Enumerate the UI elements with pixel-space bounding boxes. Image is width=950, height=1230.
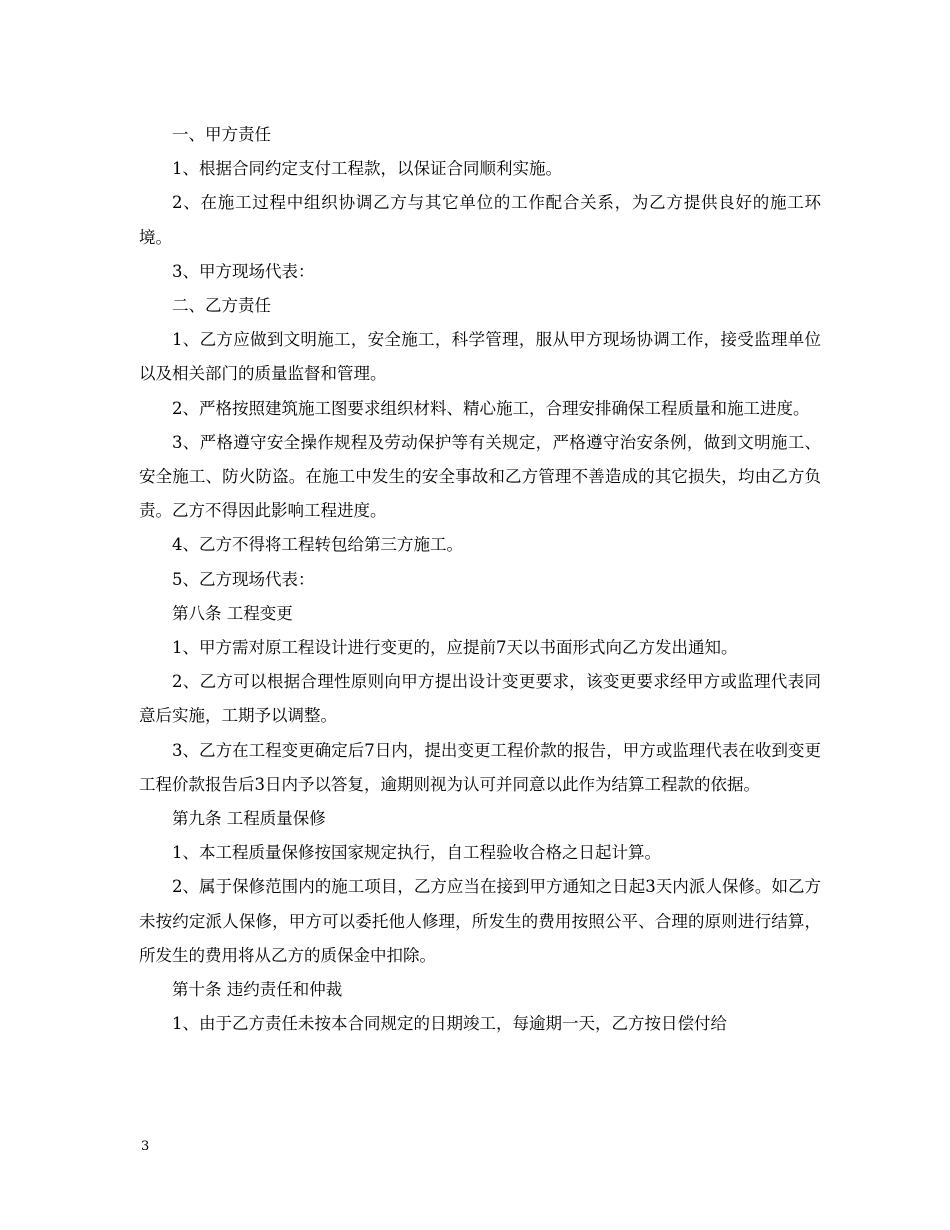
paragraph: 一、甲方责任 xyxy=(172,125,271,144)
paragraph: 5、乙方现场代表： xyxy=(172,569,315,589)
document-body xyxy=(139,118,821,1041)
paragraph: 2、在施工过程中组织协调乙方与其它单位的工作配合关系，为乙方提供良好的施工环境。 xyxy=(139,193,821,247)
page-number: 3 xyxy=(141,1139,150,1154)
paragraph: 3、严格遵守安全操作规程及劳动保护等有关规定，严格遵守治安条例，做到文明施工、安全施工、防火防盗。在施工中发生的安全事故和乙方管理不善造成的其它损失，均由乙方负责。乙方不得因此影响工程进度。 xyxy=(139,432,821,521)
paragraph: 1、由于乙方责任未按本合同规定的日期竣工，每逾期一天，乙方按日偿付给 xyxy=(172,1014,727,1034)
paragraph: 1、甲方需对原工程设计进行变更的，应提前7天以书面形式向乙方发出通知。 xyxy=(172,638,738,658)
paragraph: 3、乙方在工程变更确定后7日内，提出变更工程价款的报告，甲方或监理代表在收到变更工程价款报告后3日内予以答复，逾期则视为认可并同意以此作为结算工程款的依据。 xyxy=(139,740,821,794)
section-heading: 第九条 工程质量保修 xyxy=(172,809,326,829)
paragraph: 1、根据合同约定支付工程款，以保证合同顺利实施。 xyxy=(172,159,562,179)
paragraph: 1、本工程质量保修按国家规定执行，自工程验收合格之日起计算。 xyxy=(172,843,661,863)
paragraph: 2、严格按照建筑施工图要求组织材料、精心施工，合理安排确保工程质量和施工进度。 xyxy=(172,398,810,418)
paragraph: 二、乙方责任 xyxy=(172,296,271,316)
paragraph: 4、乙方不得将工程转包给第三方施工。 xyxy=(172,535,463,555)
paragraph: 2、乙方可以根据合理性原则向甲方提出设计变更要求，该变更要求经甲方或监理代表同意后实施，工期予以调整。 xyxy=(139,672,821,726)
paragraph: 1、乙方应做到文明施工，安全施工，科学管理，服从甲方现场协调工作，接受监理单位以及相关部门的质量监督和管理。 xyxy=(139,330,821,384)
section-heading: 第八条 工程变更 xyxy=(172,603,293,623)
paragraph: 3、甲方现场代表： xyxy=(172,261,315,281)
section-heading: 第十条 违约责任和仲裁 xyxy=(172,980,343,1000)
paragraph: 2、属于保修范围内的施工项目，乙方应当在接到甲方通知之日起3天内派人保修。如乙方未按约定派人保修，甲方可以委托他人修理，所发生的费用按照公平、合理的原则进行结算，所发生的费用将从乙方的质保金中扣除。 xyxy=(139,877,821,965)
